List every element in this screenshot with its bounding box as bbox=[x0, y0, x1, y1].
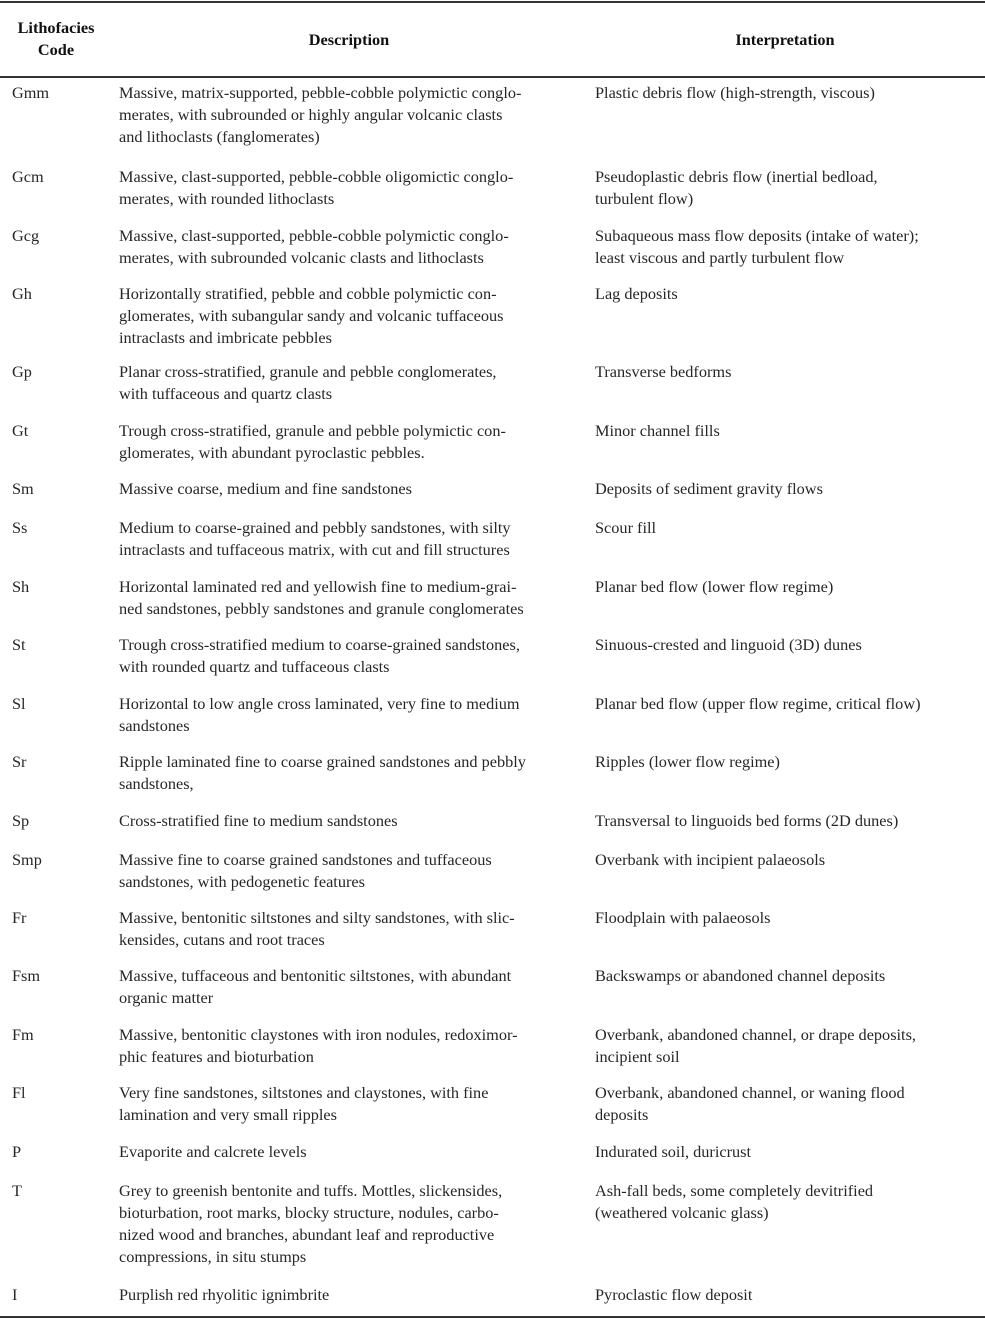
lithofacies-code: Sp bbox=[12, 811, 30, 830]
interpretation-cell: Floodplain with palaeosols bbox=[595, 908, 771, 927]
lithofacies-code: Smp bbox=[12, 850, 42, 869]
interpretation-cell: Indurated soil, duricrust bbox=[595, 1142, 751, 1161]
lithofacies-code: Fl bbox=[12, 1083, 26, 1102]
lithofacies-code: Fm bbox=[12, 1025, 34, 1044]
interpretation-cell: Scour fill bbox=[595, 518, 657, 537]
interpretation-cell: Lag deposits bbox=[595, 284, 678, 303]
interpretation-cell: Planar bed flow (lower flow regime) bbox=[595, 577, 834, 596]
lithofacies-code: Fsm bbox=[12, 966, 41, 985]
description-cell: Purplish red rhyolitic ignimbrite bbox=[119, 1285, 330, 1304]
lithofacies-code: Sm bbox=[12, 479, 34, 498]
lithofacies-code: I bbox=[12, 1285, 18, 1304]
lithofacies-code: Gmm bbox=[12, 83, 50, 102]
description-cell: Massive, bentonitic siltstones and silty sandstones, with slic- kensides, cutans and root traces bbox=[119, 908, 515, 949]
description-cell: Horizontal to low angle cross laminated, very fine to medium sandstones bbox=[119, 694, 520, 735]
lithofacies-code: Sh bbox=[12, 577, 30, 596]
interpretation-cell: Pseudoplastic debris flow (inertial bedload, turbulent flow) bbox=[595, 167, 878, 208]
interpretation-cell: Ash-fall beds, some completely devitrified (weathered volcanic glass) bbox=[595, 1181, 874, 1222]
interpretation-cell: Pyroclastic flow deposit bbox=[595, 1285, 753, 1304]
description-cell: Trough cross-stratified, granule and pebble polymictic con- glomerates, with abundant pyroclastic pebbles. bbox=[119, 421, 506, 462]
description-cell: Planar cross-stratified, granule and pebble conglomerates, with tuffaceous and quartz clasts bbox=[119, 362, 497, 403]
description-cell: Medium to coarse-grained and pebbly sandstones, with silty intraclasts and tuffaceous matrix, with cut and fill structures bbox=[119, 518, 511, 559]
top-rule bbox=[0, 1, 985, 3]
lithofacies-code: Ss bbox=[12, 518, 28, 537]
lithofacies-code: Fr bbox=[12, 908, 27, 927]
interpretation-cell: Overbank, abandoned channel, or waning flood deposits bbox=[595, 1083, 905, 1124]
interpretation-cell: Ripples (lower flow regime) bbox=[595, 752, 780, 771]
lithofacies-code: Sl bbox=[12, 694, 26, 713]
interpretation-cell: Transversal to linguoids bed forms (2D dunes) bbox=[595, 811, 899, 830]
description-cell: Massive fine to coarse grained sandstones and tuffaceous sandstones, with pedogenetic features bbox=[119, 850, 492, 891]
description-cell: Massive, clast-supported, pebble-cobble polymictic conglo- merates, with subrounded volcanic clasts and lithoclasts bbox=[119, 226, 509, 267]
description-cell: Trough cross-stratified medium to coarse-grained sandstones, with rounded quartz and tuffaceous clasts bbox=[119, 635, 520, 676]
description-cell: Grey to greenish bentonite and tuffs. Mottles, slickensides, bioturbation, root marks, blocky structure, nodules, carbo- nized wood and branches, abundant leaf and reproductive compressions, in situ stumps bbox=[119, 1181, 503, 1266]
header-rule bbox=[0, 76, 985, 78]
description-cell: Cross-stratified fine to medium sandstones bbox=[119, 811, 398, 830]
description-cell: Horizontal laminated red and yellowish fine to medium-grai- ned sandstones, pebbly sandstones and granule conglomerates bbox=[119, 577, 524, 618]
description-cell: Massive, bentonitic claystones with iron nodules, redoximor- phic features and bioturbation bbox=[119, 1025, 518, 1066]
interpretation-cell: Overbank with incipient palaeosols bbox=[595, 850, 826, 869]
interpretation-cell: Overbank, abandoned channel, or drape deposits, incipient soil bbox=[595, 1025, 916, 1066]
lithofacies-code: Sr bbox=[12, 752, 27, 771]
interpretation-cell: Transverse bedforms bbox=[595, 362, 732, 381]
header-description: Description bbox=[308, 30, 390, 49]
lithofacies-code: P bbox=[12, 1142, 22, 1161]
lithofacies-code: Gt bbox=[12, 421, 29, 440]
interpretation-cell: Plastic debris flow (high-strength, viscous) bbox=[595, 83, 875, 102]
interpretation-cell: Minor channel fills bbox=[595, 421, 720, 440]
interpretation-cell: Backswamps or abandoned channel deposits bbox=[595, 966, 886, 985]
header-interpretation: Interpretation bbox=[735, 30, 835, 49]
lithofacies-code: Gcg bbox=[12, 226, 40, 245]
header-code: Lithofacies Code bbox=[17, 18, 95, 59]
lithofacies-code: St bbox=[12, 635, 26, 654]
interpretation-cell: Sinuous-crested and linguoid (3D) dunes bbox=[595, 635, 862, 654]
description-cell: Evaporite and calcrete levels bbox=[119, 1142, 307, 1161]
description-cell: Horizontally stratified, pebble and cobble polymictic con- glomerates, with subangular sandy and volcanic tuffaceous intraclasts and imbricate pebbles bbox=[119, 284, 504, 347]
description-cell: Massive coarse, medium and fine sandstones bbox=[119, 479, 412, 498]
lithofacies-code: Gp bbox=[12, 362, 32, 381]
interpretation-cell: Deposits of sediment gravity flows bbox=[595, 479, 823, 498]
description-cell: Massive, matrix-supported, pebble-cobble polymictic conglo- merates, with subrounded or highly angular volcanic clasts and lithoclasts (fanglomerates) bbox=[119, 83, 522, 146]
lithofacies-code: Gcm bbox=[12, 167, 44, 186]
lithofacies-code: Gh bbox=[12, 284, 32, 303]
bottom-rule bbox=[0, 1316, 985, 1318]
description-cell: Very fine sandstones, siltstones and claystones, with fine lamination and very small ripples bbox=[119, 1083, 489, 1124]
interpretation-cell: Subaqueous mass flow deposits (intake of water); least viscous and partly turbulent flow bbox=[595, 226, 919, 267]
description-cell: Massive, clast-supported, pebble-cobble oligomictic conglo- merates, with rounded lithoclasts bbox=[119, 167, 514, 208]
description-cell: Massive, tuffaceous and bentonitic siltstones, with abundant organic matter bbox=[119, 966, 512, 1007]
interpretation-cell: Planar bed flow (upper flow regime, critical flow) bbox=[595, 694, 921, 713]
description-cell: Ripple laminated fine to coarse grained sandstones and pebbly sandstones, bbox=[119, 752, 526, 793]
lithofacies-code: T bbox=[12, 1181, 22, 1200]
